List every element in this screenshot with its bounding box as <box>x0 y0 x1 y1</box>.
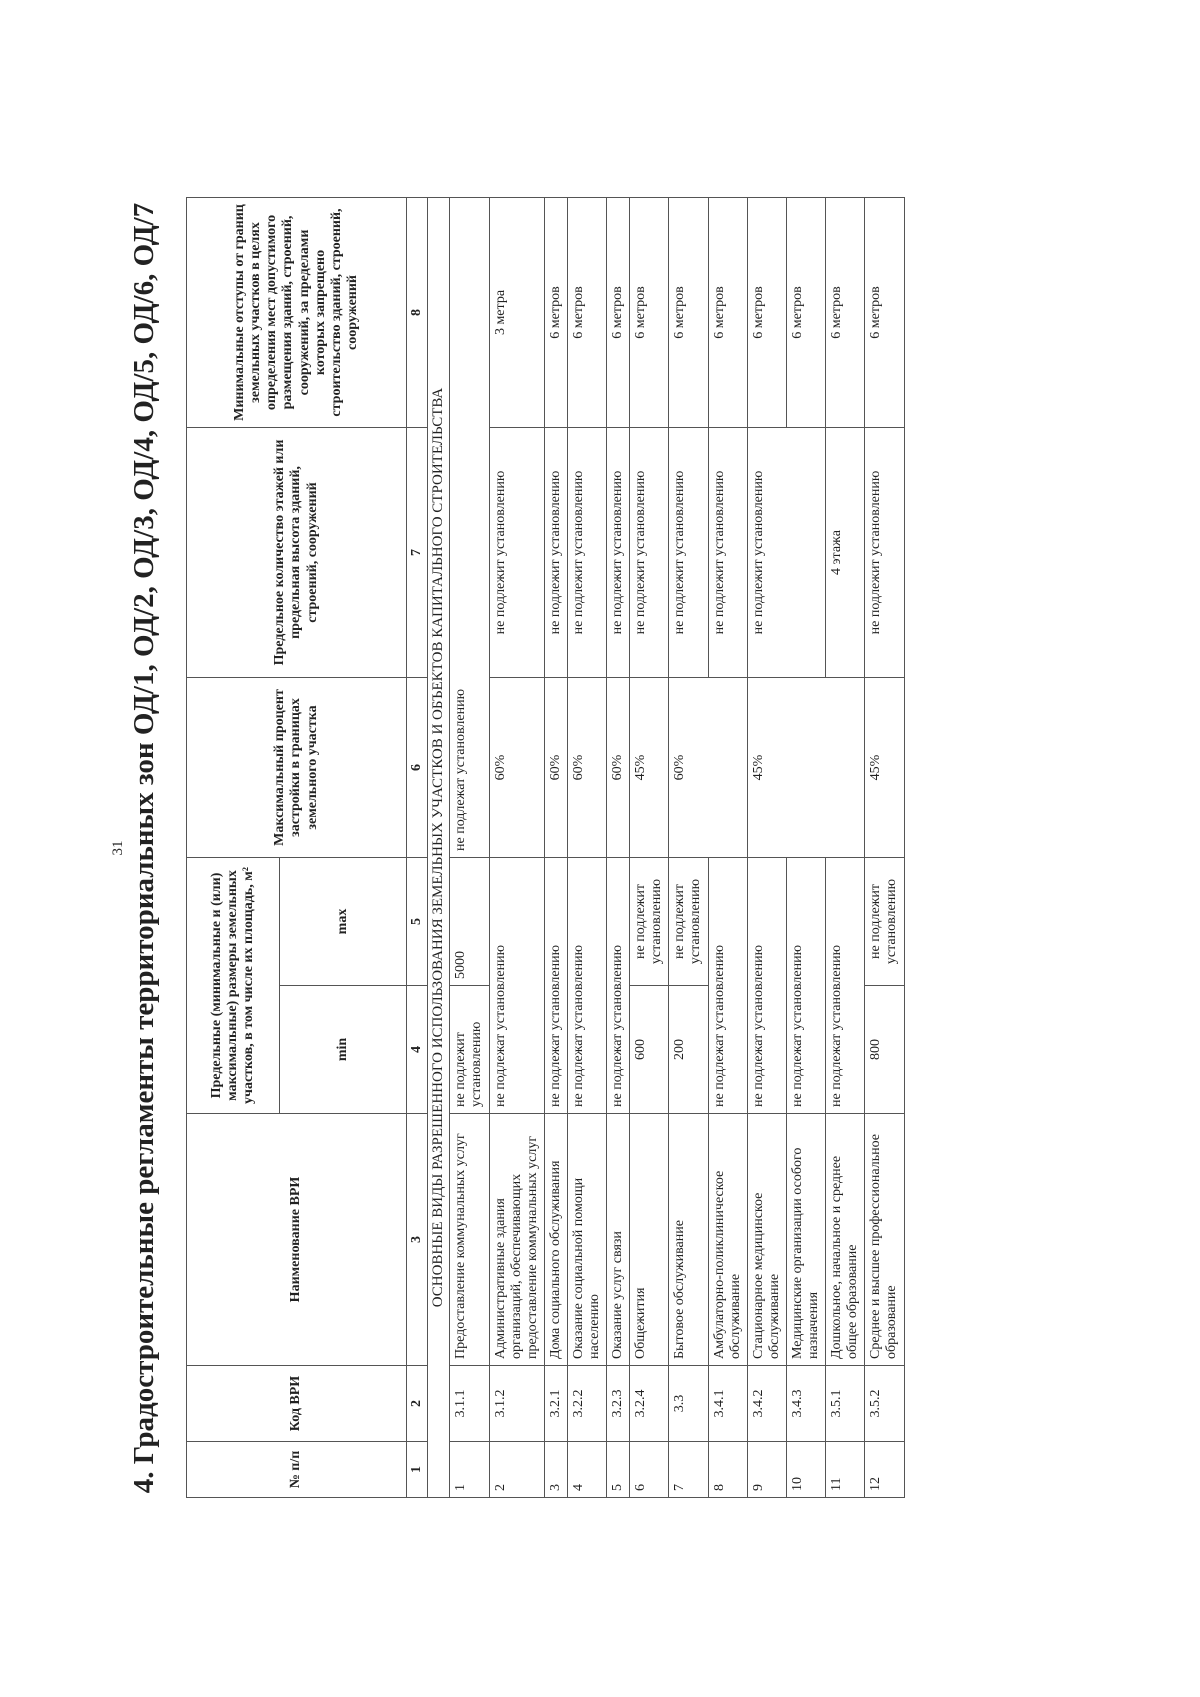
cell-name: Общежития <box>630 1114 669 1366</box>
cell-setback: 6 метров <box>567 198 606 428</box>
cell-max: не подлежит установлению <box>630 858 669 986</box>
header-min: min <box>280 986 407 1114</box>
header-row-1 <box>187 198 280 1498</box>
cell-area: не подлежат установлению <box>544 858 567 1114</box>
cell-floors: не подлежит установлению <box>489 428 544 678</box>
table-row <box>450 198 489 1498</box>
column-number: 3 <box>407 1114 428 1366</box>
header-setback: Минимальные отступы от границ земельных участков в целях определения мест допустимого размещения зданий, строений, сооружений, за пределами которых запрещено строительство зданий, строений, сооружений <box>187 198 407 428</box>
cell-num: 1 <box>450 1442 489 1498</box>
cell-floors: 4 этажа <box>826 428 865 678</box>
header-area-group: Предельные (минимальные и (или) максимальные) размеры земельных участков, в том числе их площадь, м² <box>187 858 280 1114</box>
cell-min: 800 <box>865 986 904 1114</box>
cell-floors: не подлежит установлению <box>865 428 904 678</box>
page-title: 4. Градостроительные регламенты территориальных зон ОД/1, ОД/2, ОД/3, ОД/4, ОД/5, ОД/6, ОД/7 <box>128 202 160 1494</box>
document-page <box>110 158 1090 1538</box>
cell-code: 3.5.2 <box>865 1366 904 1442</box>
cell-setback: 6 метров <box>544 198 567 428</box>
cell-code: 3.4.2 <box>747 1366 786 1442</box>
cell-setback: 6 метров <box>669 198 708 428</box>
cell-max: 5000 <box>450 858 489 986</box>
cell-setback: 3 метра <box>489 198 544 428</box>
cell-num: 11 <box>826 1442 865 1498</box>
cell-num: 5 <box>607 1442 630 1498</box>
regulations-table <box>186 197 905 1498</box>
cell-setback: 6 метров <box>786 198 825 428</box>
cell-num: 3 <box>544 1442 567 1498</box>
cell-setback: 6 метров <box>826 198 865 428</box>
cell-merged-rest: не подлежат установлению <box>450 198 489 858</box>
cell-floors: не подлежит установлению <box>544 428 567 678</box>
cell-percent: 60% <box>489 678 544 858</box>
cell-max: не подлежит установлению <box>865 858 904 986</box>
cell-percent: 60% <box>669 678 747 858</box>
cell-name: Стационарное медицинское обслуживание <box>747 1114 786 1366</box>
column-number: 8 <box>407 198 428 428</box>
cell-name: Дома социального обслуживания <box>544 1114 567 1366</box>
column-number: 1 <box>407 1442 428 1498</box>
cell-code: 3.5.1 <box>826 1366 865 1442</box>
cell-max: не подлежит установлению <box>669 858 708 986</box>
page-number: 31 <box>110 840 126 856</box>
cell-code: 3.2.3 <box>607 1366 630 1442</box>
cell-setback: 6 метров <box>747 198 786 428</box>
cell-name: Дошкольное, начальное и среднее общее образование <box>826 1114 865 1366</box>
cell-min: 200 <box>669 986 708 1114</box>
cell-min: 600 <box>630 986 669 1114</box>
cell-name: Предоставление коммунальных услуг <box>450 1114 489 1366</box>
cell-num: 9 <box>747 1442 786 1498</box>
table-row <box>489 198 544 1498</box>
column-number: 4 <box>407 986 428 1114</box>
cell-num: 2 <box>489 1442 544 1498</box>
header-max: max <box>280 858 407 986</box>
cell-name: Амбулаторно-поликлиническое обслуживание <box>708 1114 747 1366</box>
table-row <box>607 198 630 1498</box>
cell-percent: 45% <box>747 678 865 858</box>
cell-area: не подлежат установлению <box>567 858 606 1114</box>
table-row <box>865 198 904 1498</box>
column-numbers-row <box>407 198 428 1498</box>
table-row <box>747 198 786 1498</box>
cell-code: 3.4.3 <box>786 1366 825 1442</box>
cell-num: 4 <box>567 1442 606 1498</box>
cell-floors: не подлежит установлению <box>630 428 669 678</box>
cell-name: Бытовое обслуживание <box>669 1114 708 1366</box>
cell-code: 3.2.1 <box>544 1366 567 1442</box>
cell-area: не подлежат установлению <box>826 858 865 1114</box>
cell-area: не подлежат установлению <box>708 858 747 1114</box>
cell-setback: 6 метров <box>607 198 630 428</box>
header-percent: Максимальный процент застройки в границах земельного участка <box>187 678 407 858</box>
regulations-table-frame <box>186 198 905 1498</box>
section-title: ОСНОВНЫЕ ВИДЫ РАЗРЕШЕННОГО ИСПОЛЬЗОВАНИЯ ЗЕМЕЛЬНЫХ УЧАСТКОВ И ОБЪЕКТОВ КАПИТАЛЬНОГО СТРОИТЕЛЬСТВА <box>428 198 450 1498</box>
column-number: 2 <box>407 1366 428 1442</box>
cell-name: Медицинские организации особого назначения <box>786 1114 825 1366</box>
cell-num: 8 <box>708 1442 747 1498</box>
cell-percent: 45% <box>630 678 669 858</box>
cell-percent: 45% <box>865 678 904 858</box>
cell-percent: 60% <box>567 678 606 858</box>
column-number: 5 <box>407 858 428 986</box>
header-num: № п/п <box>187 1442 407 1498</box>
cell-code: 3.1.1 <box>450 1366 489 1442</box>
cell-name: Среднее и высшее профессиональное образование <box>865 1114 904 1366</box>
cell-name: Оказание услуг связи <box>607 1114 630 1366</box>
column-number: 6 <box>407 678 428 858</box>
cell-num: 12 <box>865 1442 904 1498</box>
cell-num: 7 <box>669 1442 708 1498</box>
cell-area: не подлежат установлению <box>786 858 825 1114</box>
cell-area: не подлежат установлению <box>747 858 786 1114</box>
column-number: 7 <box>407 428 428 678</box>
cell-num: 10 <box>786 1442 825 1498</box>
cell-min: не подлежит установлению <box>450 986 489 1114</box>
cell-floors: не подлежит установлению <box>747 428 825 678</box>
cell-area: не подлежат установлению <box>607 858 630 1114</box>
table-row <box>630 198 669 1498</box>
cell-area: не подлежат установлению <box>489 858 544 1114</box>
cell-code: 3.2.4 <box>630 1366 669 1442</box>
cell-code: 3.4.1 <box>708 1366 747 1442</box>
cell-name: Административные здания организаций, обеспечивающих предоставление коммунальных услуг <box>489 1114 544 1366</box>
cell-setback: 6 метров <box>630 198 669 428</box>
cell-floors: не подлежит установлению <box>669 428 708 678</box>
cell-setback: 6 метров <box>708 198 747 428</box>
cell-floors: не подлежит установлению <box>708 428 747 678</box>
cell-floors: не подлежит установлению <box>567 428 606 678</box>
cell-floors: не подлежит установлению <box>607 428 630 678</box>
header-code: Код ВРИ <box>187 1366 407 1442</box>
header-name: Наименование ВРИ <box>187 1114 407 1366</box>
table-row <box>544 198 567 1498</box>
section-header-row <box>428 198 450 1498</box>
cell-code: 3.1.2 <box>489 1366 544 1442</box>
table-row <box>567 198 606 1498</box>
cell-num: 6 <box>630 1442 669 1498</box>
cell-setback: 6 метров <box>865 198 904 428</box>
cell-name: Оказание социальной помощи населению <box>567 1114 606 1366</box>
cell-code: 3.2.2 <box>567 1366 606 1442</box>
cell-code: 3.3 <box>669 1366 708 1442</box>
cell-percent: 60% <box>544 678 567 858</box>
header-floors: Предельное количество этажей или предельная высота зданий, строений, сооружений <box>187 428 407 678</box>
cell-percent: 60% <box>607 678 630 858</box>
table-row <box>669 198 708 1498</box>
